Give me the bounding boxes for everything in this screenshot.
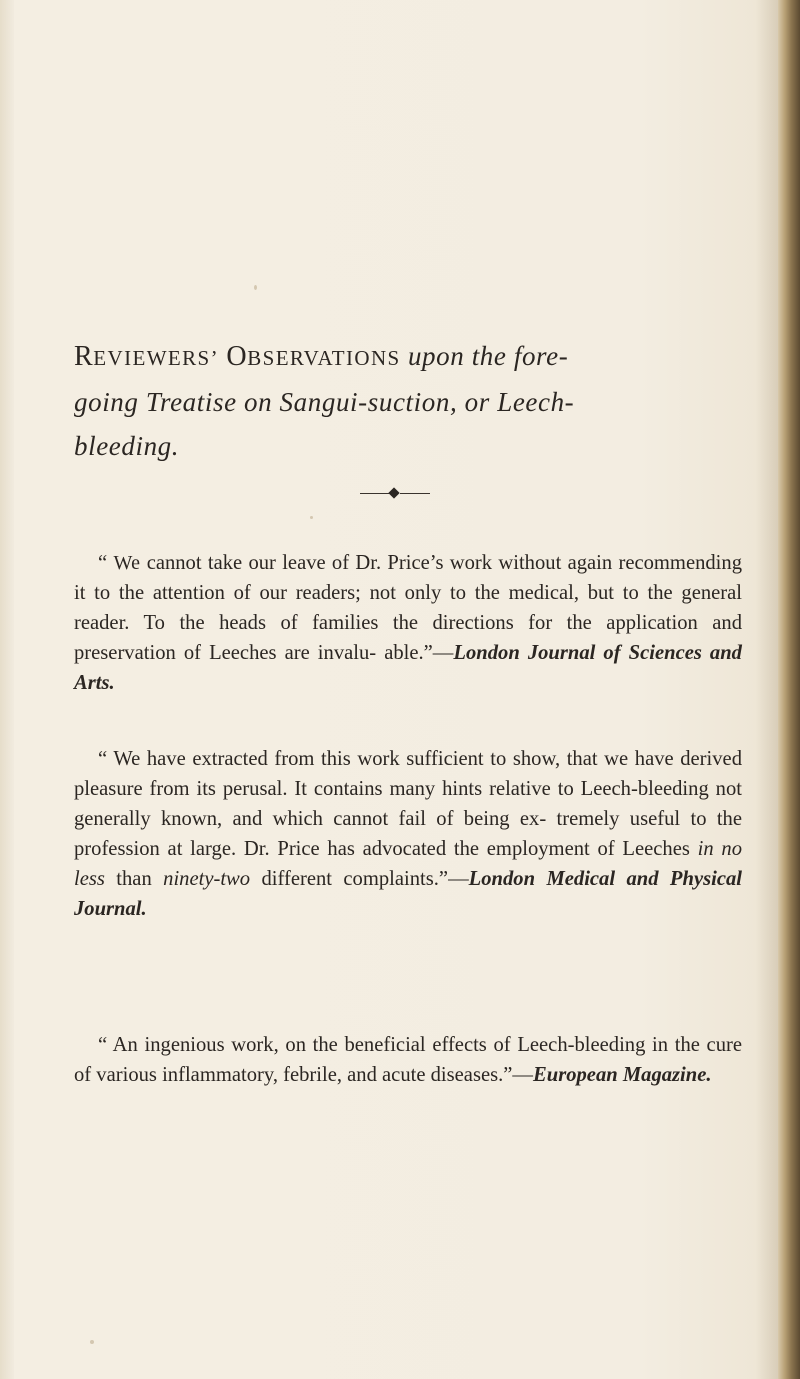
title-initial-r: R <box>74 341 94 372</box>
title-initial-o: O <box>226 341 248 372</box>
paper-spot <box>254 285 257 290</box>
review-1-text: cannot take our leave of Dr. Price’s work without again recommending it to the attention of our readers; not only to the medical, but to the general reader. To the heads of families the directions for the application and preservation of Leeches are invalu- able.”— <box>74 552 742 664</box>
review-2-text-c: different complaints.”— <box>250 868 469 890</box>
ornament-diamond-icon <box>388 487 399 498</box>
review-2-emphasis-b: ninety-two <box>163 868 251 890</box>
book-binding-edge <box>778 0 800 1379</box>
review-3-text: “ An ingenious work, on the beneficial effects of Leech-bleeding in the cure of various inflammatory, febrile, and acute diseases.”— <box>74 1034 742 1086</box>
review-2-emphasis-a: in no less <box>74 838 742 890</box>
review-2-text-a: “ We have extracted from this work sufficient to show, that we have derived pleasure from its perusal. It contains many hints relative to Leech-bleeding not generally known, and which cannot fail of being ex- tremely useful to the profession at large. Dr. Price has advocated the employment of Leeches <box>74 748 742 860</box>
paper-spot <box>90 1340 94 1344</box>
review-1 <box>74 548 742 698</box>
review-3-source: European Magazine. <box>533 1064 712 1086</box>
title-italic-upon: upon the fore- <box>407 341 569 371</box>
title-line-3 <box>74 424 742 468</box>
review-2-source: London Medical and Physical Journal. <box>74 868 742 920</box>
review-3 <box>74 1030 742 1090</box>
title-italic-bleeding: bleeding. <box>74 431 180 461</box>
review-1-lead-word: We <box>113 552 141 574</box>
review-1-source: London Journal of Sciences and Arts. <box>74 642 742 694</box>
title-line-1 <box>74 334 742 380</box>
ornament-rule-right <box>400 493 430 494</box>
page-title <box>74 334 742 468</box>
review-1-open-quote: “ <box>98 552 108 574</box>
title-italic-treatise: going Treatise on Sangui-suction, or Leech- <box>74 387 575 417</box>
title-smallcaps-observations: BSERVATIONS <box>247 346 401 370</box>
title-line-2 <box>74 380 742 424</box>
binding-shadow <box>755 0 780 1379</box>
review-2-text-b: than <box>104 868 164 890</box>
page-left-edge <box>0 0 14 1379</box>
ornament-divider <box>360 488 432 500</box>
review-2 <box>74 744 742 924</box>
title-smallcaps-reviewers: EVIEWERS’ <box>93 346 220 370</box>
paper-spot <box>310 516 313 519</box>
ornament-rule-left <box>360 493 390 494</box>
